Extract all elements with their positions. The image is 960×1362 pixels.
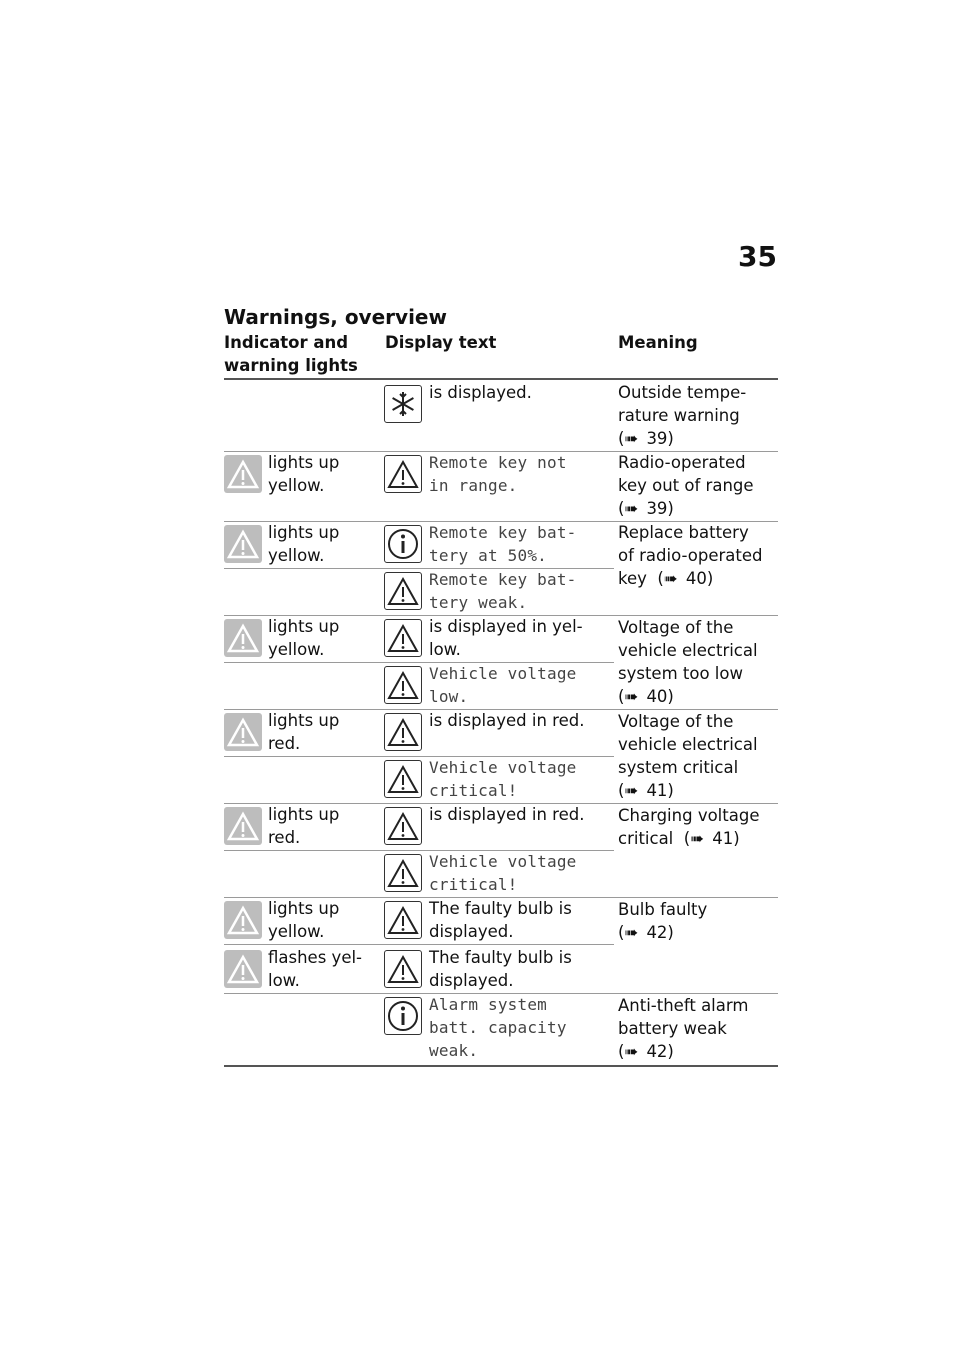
r12-display: The faulty bulb is displayed. — [429, 948, 572, 990]
page-ref-arrow-icon: ➠ — [624, 687, 639, 706]
info-icon — [384, 525, 422, 563]
warning-triangle-icon — [384, 713, 422, 751]
page-ref-arrow-icon: ➠ — [624, 499, 639, 518]
header-indicator: Indicator and warning lights — [224, 333, 358, 375]
warning-triangle-icon — [384, 901, 422, 939]
r3-display: Remote key bat- tery at 50%. — [429, 523, 577, 565]
info-icon — [384, 997, 422, 1035]
warning-light-icon — [224, 807, 262, 845]
page-ref-arrow-icon: ➠ — [624, 429, 639, 448]
page-title: Warnings, overview — [224, 305, 447, 329]
warning-light-icon — [224, 713, 262, 751]
r2-indicator: lights up yellow. — [268, 453, 340, 495]
warning-light-icon — [224, 619, 262, 657]
page-ref-arrow-icon: ➠ — [663, 569, 678, 588]
r5-display: is displayed in yel- low. — [429, 617, 583, 659]
page-ref-arrow-icon: ➠ — [690, 829, 705, 848]
r1-display: is displayed. — [429, 383, 532, 402]
page-ref-arrow-icon: ➠ — [624, 1042, 639, 1061]
r2-display: Remote key not in range. — [429, 453, 567, 495]
warning-triangle-icon — [384, 455, 422, 493]
r11-display: The faulty bulb is displayed. — [429, 899, 572, 941]
r4-display: Remote key bat- tery weak. — [429, 570, 577, 612]
r13-display: Alarm system batt. capacity weak. — [429, 995, 567, 1060]
r7-display: is displayed in red. — [429, 711, 585, 730]
warning-light-icon — [224, 455, 262, 493]
r12-indicator: flashes yel- low. — [268, 948, 363, 990]
page-number: 35 — [738, 240, 777, 273]
snowflake-icon — [384, 385, 422, 423]
r9-meaning: Charging voltage critical (➠ 41) — [618, 806, 760, 848]
header-meaning: Meaning — [618, 333, 698, 352]
warning-light-icon — [224, 901, 262, 939]
warning-triangle-icon — [384, 854, 422, 892]
page-ref-arrow-icon: ➠ — [624, 923, 639, 942]
r3-meaning: Replace battery of radio-operated key (➠ 40) — [618, 523, 763, 588]
warning-triangle-icon — [384, 760, 422, 798]
header-display-text: Display text — [385, 333, 497, 352]
r10-display: Vehicle voltage critical! — [429, 852, 577, 894]
warning-triangle-icon — [384, 666, 422, 704]
r8-display: Vehicle voltage critical! — [429, 758, 577, 800]
r7-meaning: Voltage of the vehicle electrical system critical (➠ 41) — [618, 712, 758, 800]
r9-display: is displayed in red. — [429, 805, 585, 824]
warning-light-icon — [224, 950, 262, 988]
warning-triangle-icon — [384, 807, 422, 845]
warning-triangle-icon — [384, 619, 422, 657]
warning-triangle-icon — [384, 572, 422, 610]
r6-display: Vehicle voltage low. — [429, 664, 577, 706]
warning-triangle-icon — [384, 950, 422, 988]
page-ref-arrow-icon: ➠ — [624, 781, 639, 800]
r11-meaning: Bulb faulty (➠ 42) — [618, 900, 708, 942]
r9-indicator: lights up red. — [268, 805, 340, 847]
r13-meaning: Anti-theft alarm battery weak (➠ 42) — [618, 996, 749, 1061]
r2-meaning: Radio-operated key out of range (➠ 39) — [618, 453, 754, 518]
header-rule — [224, 378, 778, 380]
r11-indicator: lights up yellow. — [268, 899, 340, 941]
warning-light-icon — [224, 525, 262, 563]
r5-meaning: Voltage of the vehicle electrical system too low (➠ 40) — [618, 618, 758, 706]
r1-meaning: Outside tempe- rature warning (➠ 39) — [618, 383, 747, 448]
r5-indicator: lights up yellow. — [268, 617, 340, 659]
r7-indicator: lights up red. — [268, 711, 340, 753]
r3-indicator: lights up yellow. — [268, 523, 340, 565]
